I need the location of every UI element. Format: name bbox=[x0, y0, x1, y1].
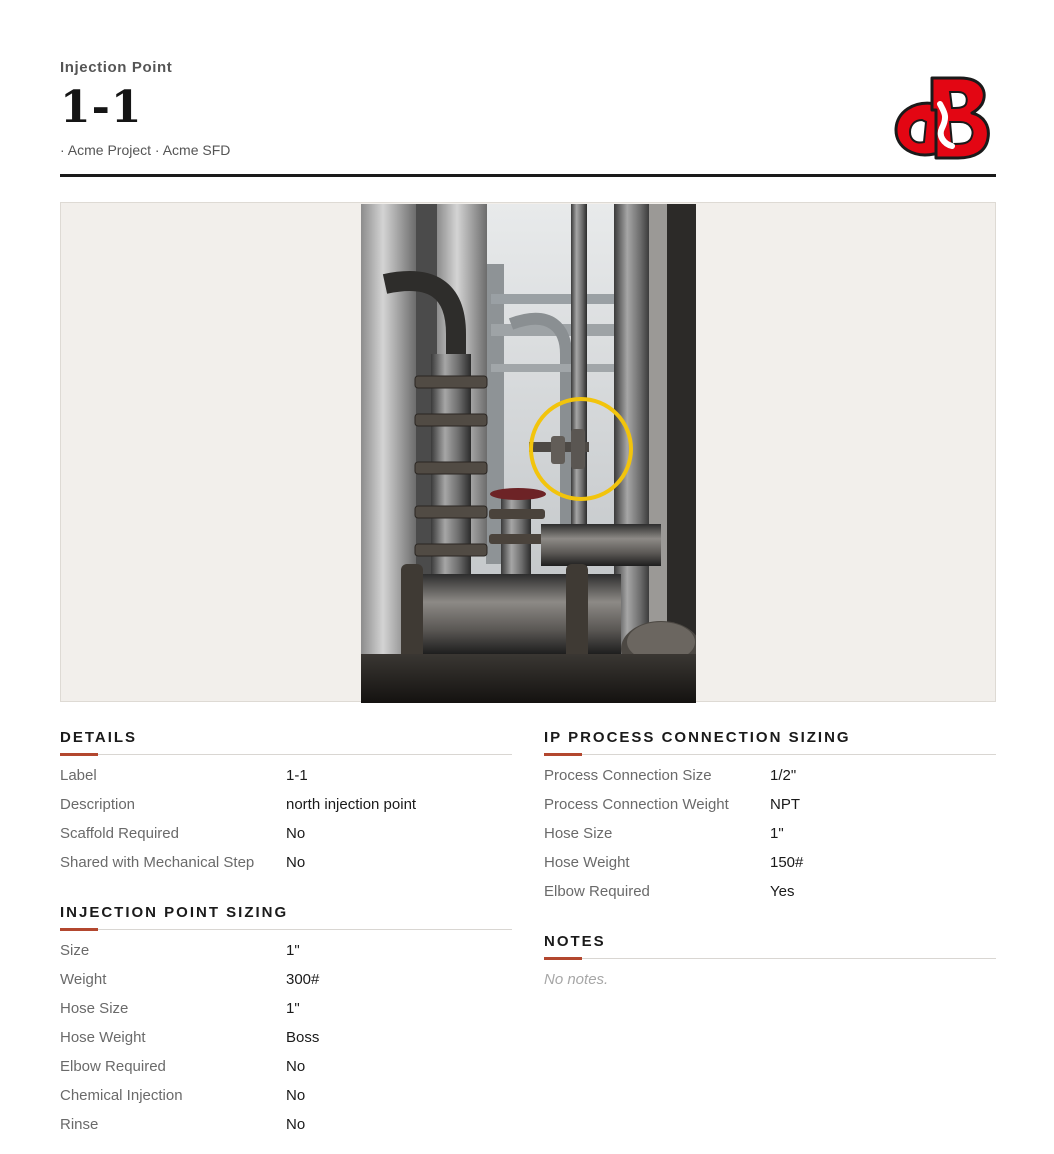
ip-process-connection-sizing-table bbox=[544, 767, 996, 912]
ips-row-size: Size 1" bbox=[60, 942, 300, 959]
injection-point-sizing-heading: INJECTION POINT SIZING bbox=[60, 904, 289, 921]
details-row-label: Label 1-1 bbox=[60, 767, 308, 784]
details-row-description: Description north injection point bbox=[60, 796, 417, 813]
page-subtitle: · Acme Project · Acme SFD bbox=[60, 142, 231, 158]
details-table bbox=[60, 767, 512, 883]
ip-process-connection-sizing-section bbox=[544, 729, 996, 912]
ips-row-chemical: Chemical Injection No bbox=[60, 1087, 306, 1104]
header-divider bbox=[60, 174, 996, 177]
details-section bbox=[60, 729, 512, 883]
ips-row-hose-size: Hose Size 1" bbox=[60, 1000, 300, 1017]
company-logo bbox=[892, 74, 992, 160]
injection-point-sizing-divider bbox=[60, 929, 512, 930]
photo-panel bbox=[60, 202, 996, 702]
notes-section bbox=[544, 933, 996, 988]
details-row-shared: Shared with Mechanical Step No bbox=[60, 854, 306, 871]
ipc-row-connection-size: Process Connection Size 1/2" bbox=[544, 767, 797, 784]
injection-point-photo[interactable] bbox=[361, 204, 696, 703]
page-title: 1-1 bbox=[60, 82, 143, 133]
ipc-row-hose-weight: Hose Weight 150# bbox=[544, 854, 804, 871]
ips-row-elbow: Elbow Required No bbox=[60, 1058, 306, 1075]
injection-point-sizing-table bbox=[60, 942, 512, 1145]
injection-point-sizing-section bbox=[60, 904, 512, 1145]
ipc-row-hose-size: Hose Size 1" bbox=[544, 825, 784, 842]
ipc-row-connection-weight: Process Connection Weight NPT bbox=[544, 796, 800, 813]
ips-row-weight: Weight 300# bbox=[60, 971, 320, 988]
ipc-row-elbow: Elbow Required Yes bbox=[544, 883, 795, 900]
notes-empty-text: No notes. bbox=[544, 971, 609, 988]
details-heading: DETAILS bbox=[60, 729, 138, 746]
ip-process-connection-sizing-divider bbox=[544, 754, 996, 755]
ips-row-rinse: Rinse No bbox=[60, 1116, 306, 1133]
ips-row-hose-weight: Hose Weight Boss bbox=[60, 1029, 320, 1046]
ip-process-connection-sizing-heading: IP PROCESS CONNECTION SIZING bbox=[544, 729, 851, 746]
page-kicker: Injection Point bbox=[60, 59, 173, 76]
details-divider bbox=[60, 754, 512, 755]
notes-heading: NOTES bbox=[544, 933, 606, 950]
notes-divider bbox=[544, 958, 996, 959]
details-row-scaffold: Scaffold Required No bbox=[60, 825, 306, 842]
